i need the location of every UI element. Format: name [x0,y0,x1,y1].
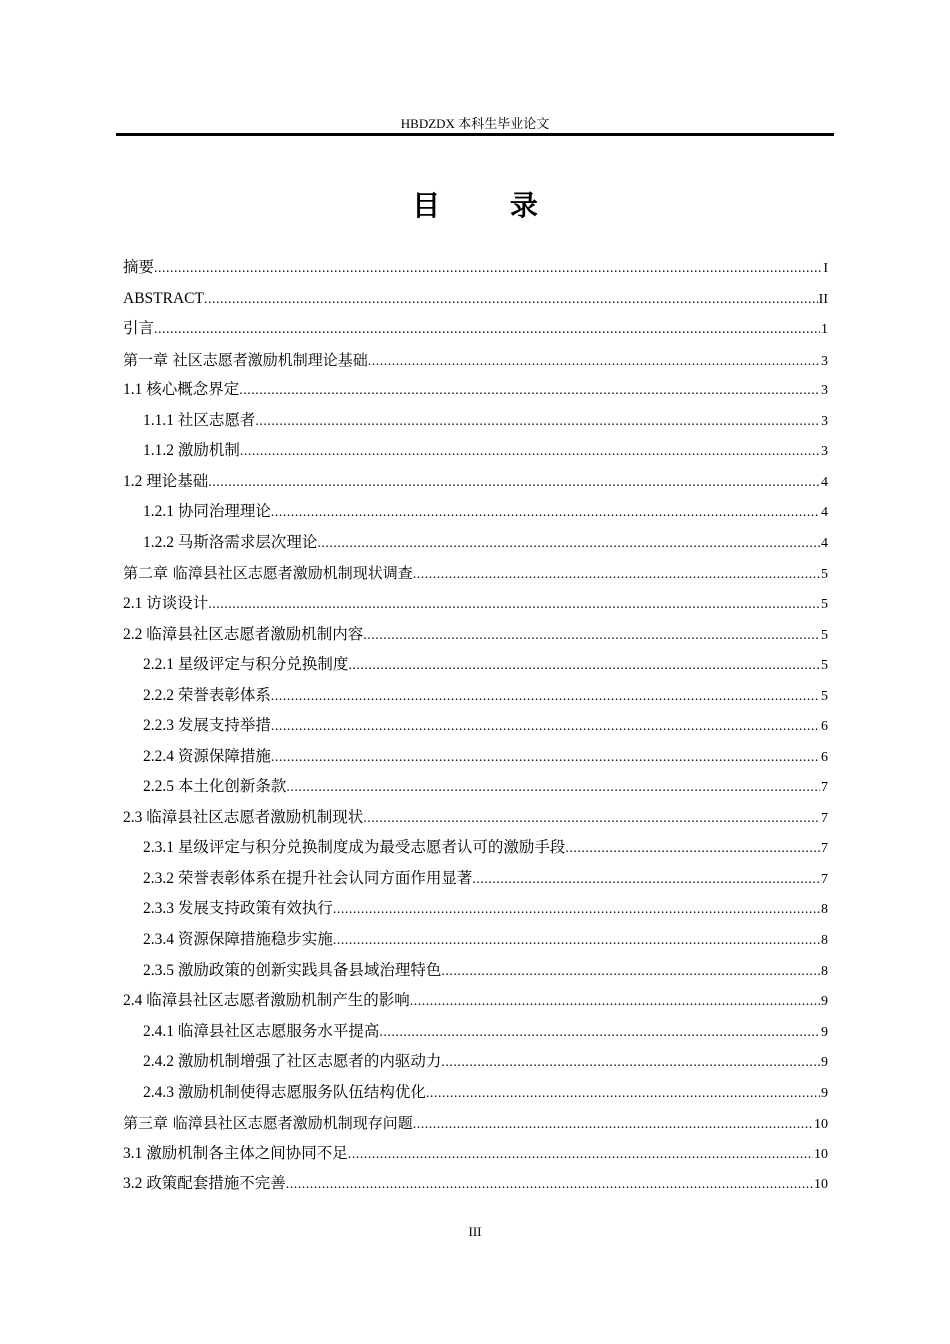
toc-dot-leader [271,712,820,742]
toc-entry-title: 2.2.5 本土化创新条款 [143,778,287,796]
toc-entry-title: 2.4 临漳县社区志愿者激励机制产生的影响 [123,992,410,1010]
toc-entry-title: 2.3 临漳县社区志愿者激励机制现状 [123,808,364,826]
toc-entry[interactable] [123,375,828,406]
toc-entry-title: 引言 [123,320,155,338]
toc-entry-page: 3 [821,413,828,429]
toc-dot-leader [363,621,820,651]
toc-dot-leader [348,651,820,681]
toc-entry-title: 2.2.3 发展支持举措 [143,717,271,735]
toc-entry[interactable] [123,1078,828,1109]
toc-entry-page: 10 [814,1177,828,1193]
toc-entry-title: ABSTRACT [123,289,204,307]
toc-entry[interactable] [123,528,828,559]
page-header: HBDZDX 本科生毕业论文 [400,116,550,131]
page-title: 目 录 [412,189,568,222]
toc-entry-page: 3 [821,444,828,460]
toc-entry[interactable] [123,253,828,284]
toc-entry-title: 2.3.4 资源保障措施稳步实施 [143,931,333,949]
toc-entry-title: 2.2.4 资源保障措施 [143,747,271,765]
toc-entry-page: 4 [821,474,828,490]
toc-entry-page: 5 [821,597,828,613]
toc-entry-title: 摘要 [123,259,155,276]
toc-entry-page: 7 [821,841,828,857]
toc-dot-leader [286,1170,813,1200]
toc-dot-leader [271,498,820,528]
toc-entry[interactable] [123,1169,828,1200]
toc-entry-title: 1.1.2 激励机制 [143,442,240,460]
toc-entry[interactable] [123,894,828,925]
toc-dot-leader [379,1018,820,1048]
toc-entry-page: 8 [821,902,828,918]
toc-dot-leader [204,285,818,315]
toc-dot-leader [410,987,820,1017]
toc-entry-title: 1.1.1 社区志愿者 [143,411,256,429]
toc-entry-page: 4 [821,505,828,521]
toc-entry-title: 第一章 社区志愿者激励机制理论基础 [123,350,368,369]
toc-entry[interactable] [123,956,828,987]
toc-dot-leader [333,926,820,956]
toc-entry-page: 8 [821,933,828,949]
toc-entry-page: 3 [821,383,828,399]
toc-entry-title: 2.3.5 激励政策的创新实践具备县域治理特色 [143,961,442,979]
toc-dot-leader [255,407,820,437]
toc-entry[interactable] [123,1108,828,1139]
toc-entry[interactable] [123,314,828,345]
toc-dot-leader [441,957,820,987]
toc-dot-leader [208,468,820,498]
toc-entry-title: 1.2 理论基础 [123,472,209,490]
toc-entry[interactable] [123,1139,828,1170]
toc-entry[interactable] [123,650,828,681]
toc-entry-page: 5 [821,688,828,704]
toc-dot-leader [271,743,820,773]
toc-dot-leader [154,315,820,345]
toc-dot-leader [426,1079,820,1109]
toc-dot-leader [441,1048,820,1078]
toc-entry[interactable] [123,925,828,956]
toc-entry[interactable] [123,742,828,773]
toc-entry-page: 9 [821,1055,828,1071]
toc-entry[interactable] [123,497,828,528]
toc-dot-leader [154,254,822,284]
toc-entry-page: I [823,261,828,276]
toc-entry-page: 1 [821,322,828,338]
toc-entry-title: 2.4.2 激励机制增强了社区志愿者的内驱动力 [143,1053,442,1071]
toc-entry-page: 5 [821,658,828,674]
toc-entry-page: II [818,291,828,307]
toc-entry[interactable] [123,345,828,376]
toc-entry-title: 2.2.2 荣誉表彰体系 [143,686,271,704]
toc-entry[interactable] [123,803,828,834]
toc-entry-page: 4 [821,535,828,551]
toc-entry-title: 2.3.2 荣誉表彰体系在提升社会认同方面作用显著 [143,869,473,887]
toc-entry-page: 9 [821,994,828,1010]
toc-entry[interactable] [123,986,828,1017]
toc-entry[interactable] [123,620,828,651]
toc-entry-title: 1.1 核心概念界定 [123,381,240,399]
toc-entry[interactable] [123,284,828,315]
toc-entry-title: 第二章 临漳县社区志愿者激励机制现状调查 [123,564,413,583]
toc-dot-leader [208,590,820,620]
toc-entry[interactable] [123,1017,828,1048]
toc-entry-title: 2.3.3 发展支持政策有效执行 [143,900,333,918]
toc-entry-page: 6 [821,749,828,765]
toc-entry[interactable] [123,406,828,437]
toc-entry-title: 1.2.1 协同治理理论 [143,503,271,521]
toc-entry-page: 3 [821,353,828,369]
toc-entry[interactable] [123,833,828,864]
toc-entry-title: 2.3.1 星级评定与积分兑换制度成为最受志愿者认可的激励手段 [143,839,566,857]
toc-entry[interactable] [123,681,828,712]
page-number: III [468,1224,482,1239]
toc-dot-leader [413,560,820,590]
toc-dot-leader [317,529,820,559]
toc-entry-page: 6 [821,719,828,735]
toc-entry-page: 5 [821,567,828,583]
header-rule [116,133,834,136]
toc-dot-leader [240,437,820,467]
toc-dot-leader [363,804,820,834]
toc-dot-leader [286,773,820,803]
toc-entry-title: 2.4.3 激励机制使得志愿服务队伍结构优化 [143,1083,426,1101]
toc-entry-title: 2.1 访谈设计 [123,595,209,613]
toc-entry[interactable] [123,864,828,895]
toc-entry-title: 1.2.2 马斯洛需求层次理论 [143,533,318,551]
toc-entry-title: 3.2 政策配套措施不完善 [123,1175,286,1193]
toc-entry-page: 10 [814,1146,828,1162]
toc-dot-leader [271,682,820,712]
toc-dot-leader [472,865,820,895]
toc-dot-leader [239,376,820,406]
toc-entry-page: 9 [821,1085,828,1101]
toc-entry-title: 2.2 临漳县社区志愿者激励机制内容 [123,625,364,643]
toc-entry[interactable] [123,589,828,620]
toc-dot-leader [413,1110,813,1140]
toc-entry-title: 第三章 临漳县社区志愿者激励机制现存问题 [123,1114,413,1133]
toc-entry-title: 2.4.1 临漳县社区志愿服务水平提高 [143,1022,380,1040]
toc-entry-page: 7 [821,780,828,796]
toc-entry-page: 7 [821,810,828,826]
toc-entry[interactable] [123,558,828,589]
toc-entry[interactable] [123,772,828,803]
toc-entry-page: 8 [821,963,828,979]
toc-entry-title: 2.2.1 星级评定与积分兑换制度 [143,656,349,674]
toc-entry-page: 9 [821,1024,828,1040]
toc-dot-leader [333,895,820,925]
toc-entry[interactable] [123,711,828,742]
toc-dot-leader [565,834,820,864]
toc-entry-page: 5 [821,627,828,643]
toc-dot-leader [348,1140,813,1170]
toc-entry[interactable] [123,467,828,498]
toc-dot-leader [368,347,820,377]
toc-entry-title: 3.1 激励机制各主体之间协同不足 [123,1144,348,1162]
toc-entry-page: 10 [814,1117,828,1133]
toc-entry[interactable] [123,1047,828,1078]
toc-entry-page: 7 [821,871,828,887]
toc-entry[interactable] [123,436,828,467]
table-of-contents [123,253,828,1200]
